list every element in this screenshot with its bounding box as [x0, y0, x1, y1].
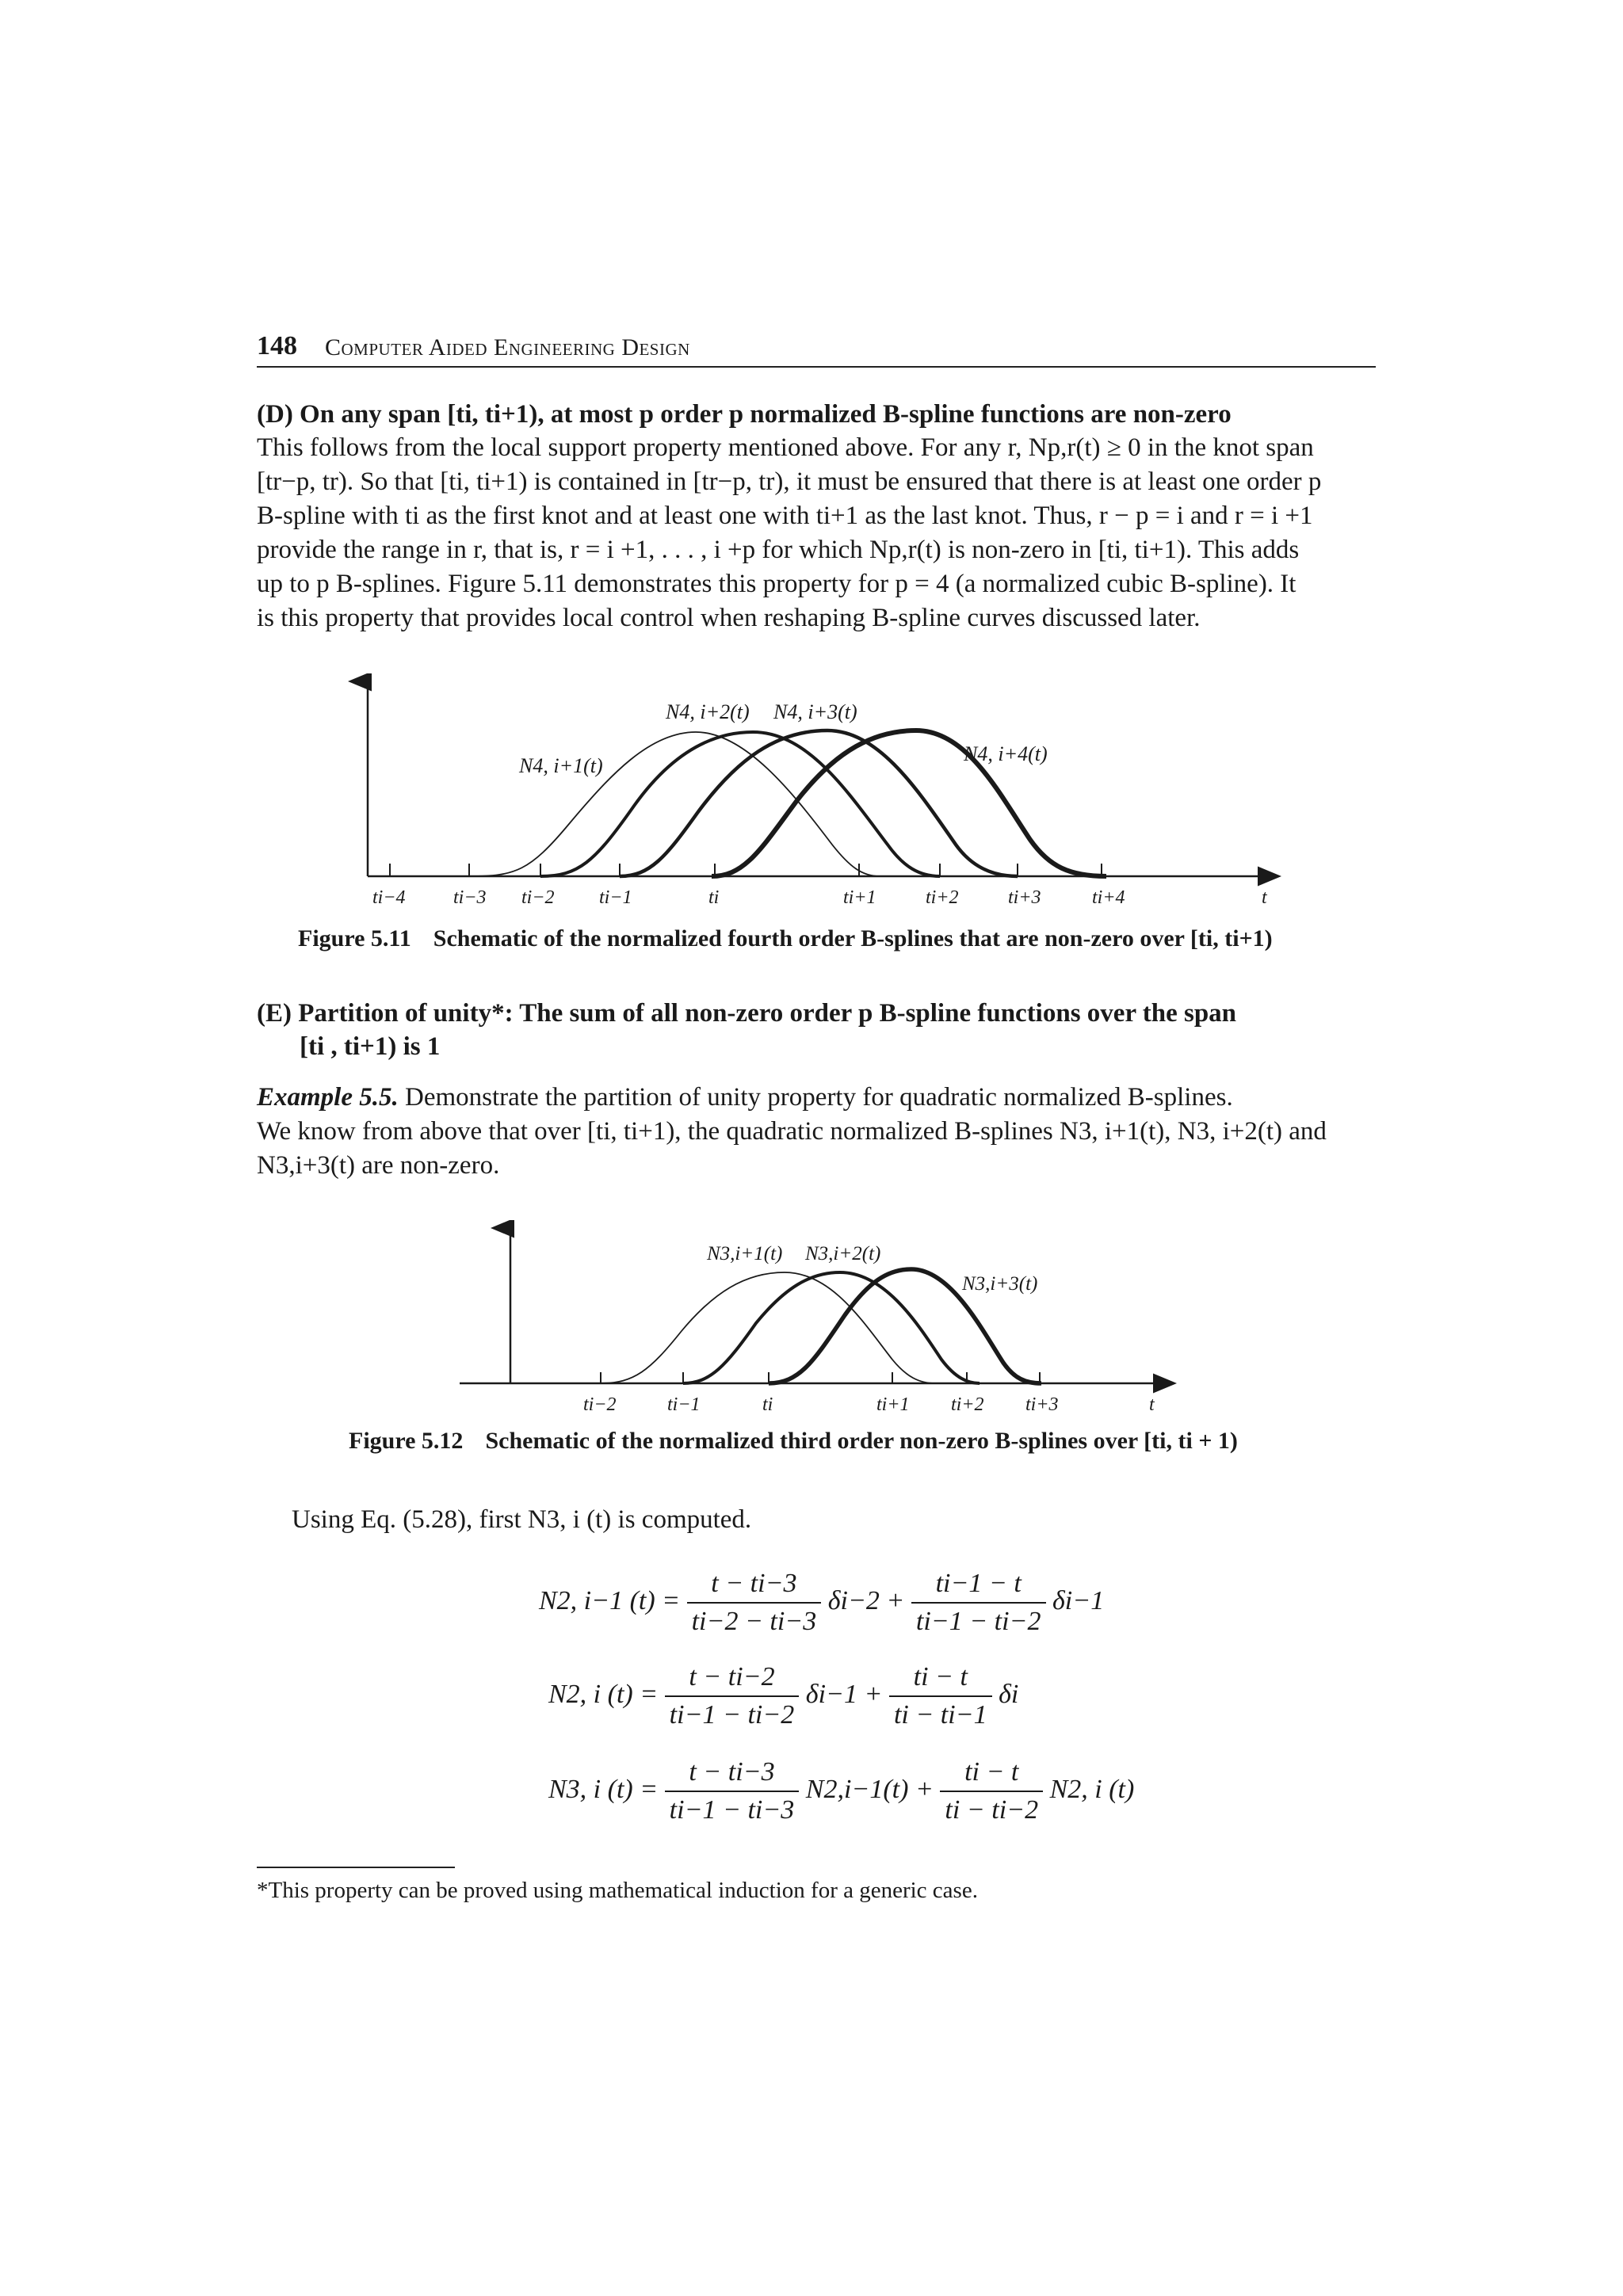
paragraph-line: This follows from the local support property mentioned above. For any r, Np,r(t) ≥ 0 in the knot span — [257, 433, 1314, 462]
curve-label: N3,i+1(t) — [707, 1243, 783, 1264]
knot-label: ti — [762, 1394, 773, 1415]
knot-label: t — [1262, 887, 1267, 908]
knot-label: ti — [708, 887, 720, 908]
fraction: $\frac{ti - t}{ti - ti-1}$ — [889, 1662, 992, 1730]
fraction: $\frac{t - ti-3}{ti-1 - ti-3}$ — [665, 1757, 800, 1825]
fraction: $\frac{ti-1 - t}{ti-1 - ti-2}$ — [911, 1569, 1046, 1637]
using-text: Using Eq. (5.28), first N3, i (t) is computed. — [292, 1505, 752, 1534]
knot-label: ti+3 — [1008, 887, 1041, 908]
equation-2: N2, i (t) = $\frac{t - ti-2}{ti-1 - ti-2}$ δi−1 + $\frac{ti - t}{ti - ti-1}$ δi — [548, 1662, 1019, 1730]
fraction: $\frac{t - ti-3}{ti-2 - ti-3}$ — [687, 1569, 822, 1637]
paragraph-line: is this property that provides local control when reshaping B-spline curves discussed later. — [257, 604, 1201, 632]
knot-label: ti+1 — [843, 887, 876, 908]
n4-i3-curve — [620, 730, 1018, 876]
knot-label: ti−2 — [521, 887, 555, 908]
paragraph-line: B-spline with ti as the first knot and at least one with ti+1 as the last knot. Thus, r − p = i and r = i +1 — [257, 502, 1313, 530]
figure-5-11-caption — [298, 925, 1273, 952]
figure-5-12-diagram — [452, 1220, 1181, 1426]
knot-label: ti+2 — [951, 1394, 984, 1415]
knot-label: ti−4 — [372, 887, 406, 908]
figure-5-12-caption — [349, 1428, 1238, 1455]
knot-label: ti+4 — [1092, 887, 1125, 908]
running-header — [257, 331, 1376, 368]
caption-text: Schematic of the normalized fourth order B-splines that are non-zero over [ti, ti+1) — [433, 925, 1273, 952]
footnote-rule — [257, 1867, 455, 1868]
section-e-heading — [257, 997, 1236, 1063]
curve-label: N4, i+2(t) — [666, 700, 750, 723]
equation-3: N3, i (t) = $\frac{t - ti-3}{ti-1 - ti-3}$ N2,i−1(t) + $\frac{ti - t}{ti - ti-2}$ N2, i (t) — [548, 1757, 1135, 1825]
caption-number: Figure 5.12 — [349, 1428, 464, 1454]
page-number: 148 — [257, 331, 297, 360]
running-title: Computer Aided Engineering Design — [325, 334, 690, 360]
curve-label: N4, i+4(t) — [964, 742, 1048, 765]
paragraph-line: up to p B-splines. Figure 5.11 demonstrates this property for p = 4 (a normalized cubic B-spline). It — [257, 570, 1296, 598]
knot-label: ti−2 — [583, 1394, 617, 1415]
section-d-heading: (D) On any span [ti, ti+1), at most p order p normalized B-spline functions are non-zero — [257, 400, 1232, 429]
knot-label: t — [1149, 1394, 1155, 1415]
curve-label: N3,i+2(t) — [805, 1243, 881, 1264]
footnote: *This property can be proved using mathematical induction for a generic case. — [257, 1878, 978, 1903]
paragraph-line: N3,i+3(t) are non-zero. — [257, 1151, 500, 1180]
knot-label: ti+2 — [926, 887, 959, 908]
equation-lhs: N2, i−1 (t) = — [539, 1585, 681, 1615]
equation-lhs: N2, i (t) = — [548, 1679, 659, 1709]
caption-text: Schematic of the normalized third order non-zero B-splines over [ti, ti + 1) — [485, 1428, 1238, 1454]
knot-label: ti−3 — [453, 887, 487, 908]
heading-line: [ti , ti+1) is 1 — [300, 1032, 441, 1061]
curve-label: N3,i+3(t) — [962, 1273, 1038, 1295]
fraction: $\frac{ti - t}{ti - ti-2}$ — [940, 1757, 1043, 1825]
example-statement: Demonstrate the partition of unity property for quadratic normalized B-splines. — [405, 1083, 1233, 1112]
knot-label: ti−1 — [599, 887, 632, 908]
equation-1: N2, i−1 (t) = $\frac{t - ti-3}{ti-2 - ti-3}$ δi−2 + $\frac{ti-1 - t}{ti-1 - ti-2}$ δi−1 — [539, 1569, 1105, 1636]
knot-label: ti−1 — [667, 1394, 701, 1415]
equation-lhs: N3, i (t) = — [548, 1774, 659, 1804]
section-d-paragraph — [257, 431, 1376, 635]
caption-number: Figure 5.11 — [298, 925, 411, 952]
heading-line: (E) Partition of unity*: The sum of all non-zero order p B-spline functions over the span — [257, 999, 1237, 1028]
example-5-5 — [257, 1081, 1376, 1183]
curve-label: N4, i+3(t) — [773, 700, 857, 723]
curve-label: N4, i+1(t) — [519, 754, 603, 777]
paragraph-line: [tr−p, tr). So that [ti, ti+1) is contained in [tr−p, tr), it must be ensured that there is at least one order p — [257, 467, 1322, 496]
fraction: $\frac{t - ti-2}{ti-1 - ti-2}$ — [665, 1662, 800, 1730]
paragraph-line: provide the range in r, that is, r = i +1, . . . , i +p for which Np,r(t) is non-zero in [ti, ti+1). This adds — [257, 536, 1300, 564]
example-label: Example 5.5. — [257, 1083, 399, 1112]
figure-5-11-diagram — [333, 673, 1284, 919]
knot-label: ti+3 — [1025, 1394, 1059, 1415]
paragraph-line: We know from above that over [ti, ti+1), the quadratic normalized B-splines N3, i+1(t), N3, i+2(t) and — [257, 1117, 1327, 1146]
knot-label: ti+1 — [876, 1394, 910, 1415]
